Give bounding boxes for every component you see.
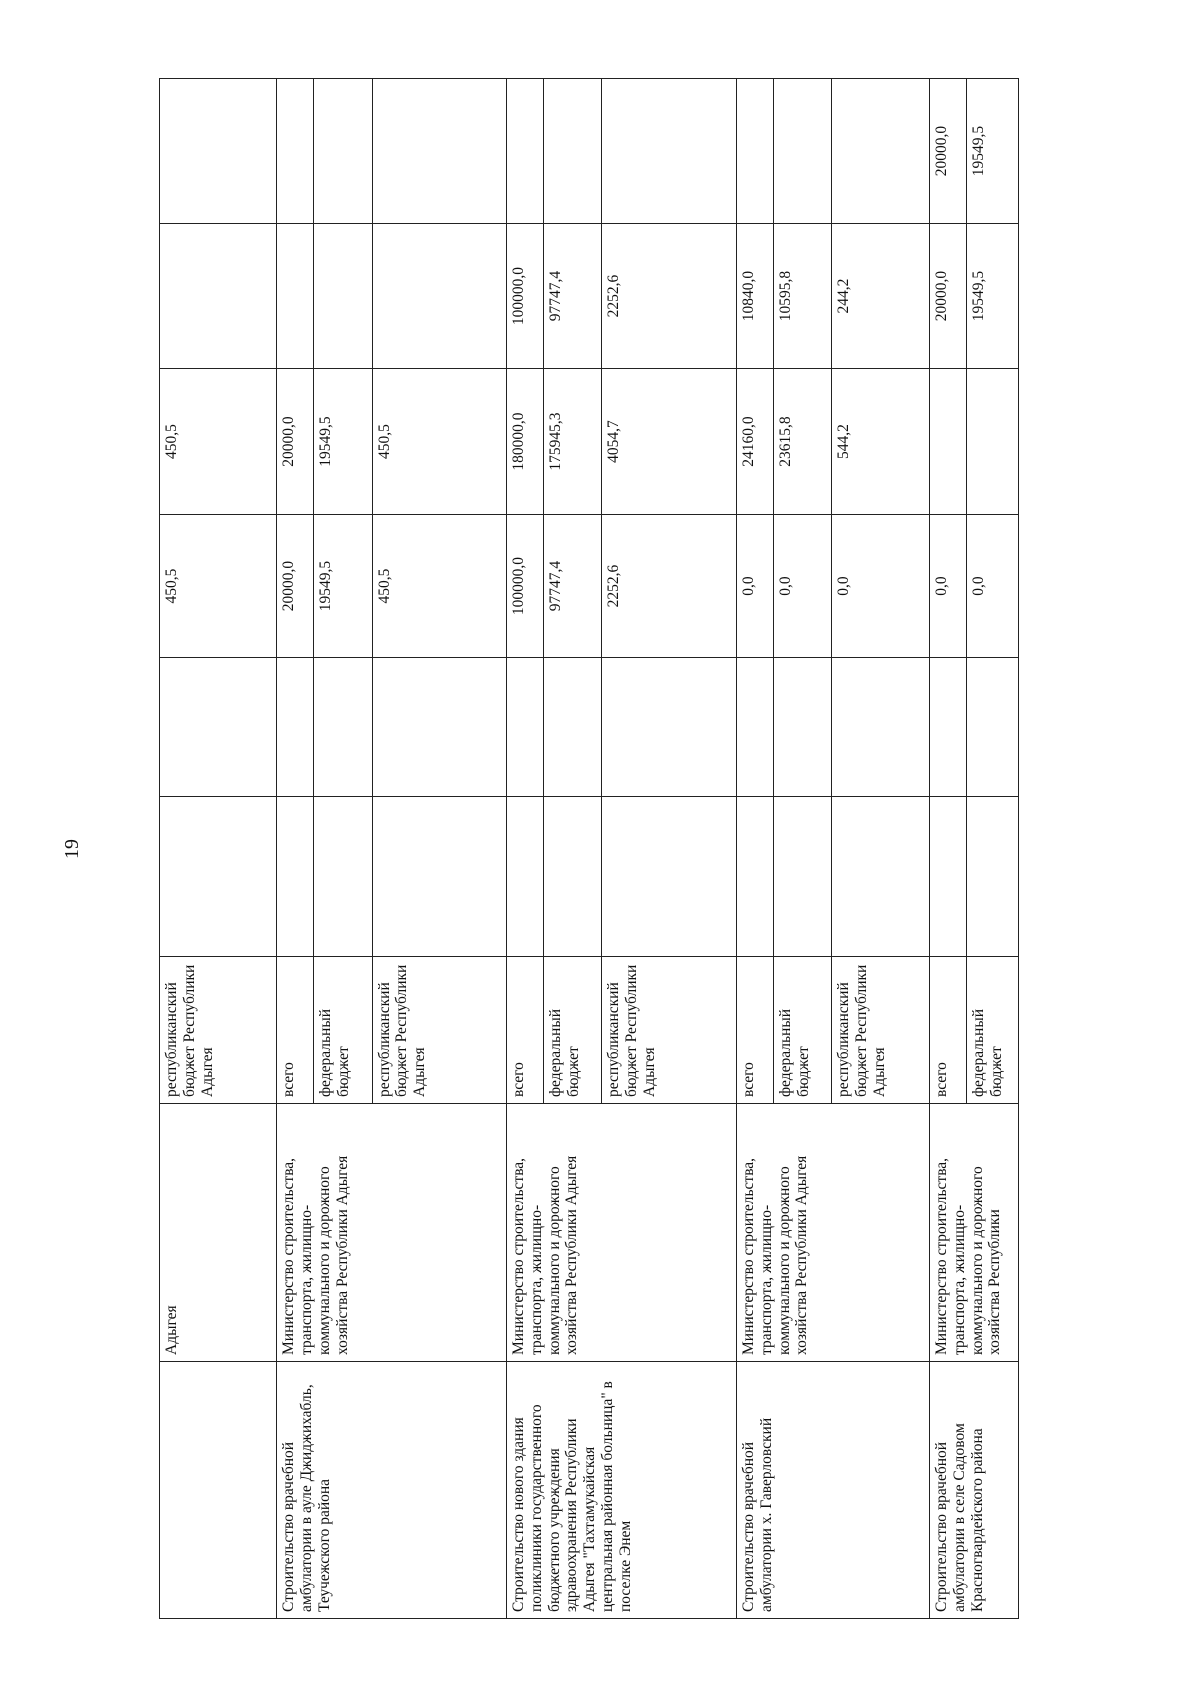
funding-source-cell: всего <box>930 957 967 1104</box>
amount-cell-c6: 2252,6 <box>602 515 736 658</box>
executor-cell: Министерство строительства, транспорта, жилищно-коммунального и дорожного хозяйства Республики <box>930 1104 1019 1362</box>
amount-cell-c6: 19549,5 <box>314 515 373 658</box>
table-row <box>277 79 314 1619</box>
funding-source-cell: всего <box>736 957 773 1104</box>
amount-cell-c9 <box>277 79 314 224</box>
amount-cell-c5 <box>314 658 373 797</box>
amount-cell-c8: 10840,0 <box>736 224 773 369</box>
amount-cell-c5 <box>773 658 832 797</box>
funding-source-cell: федеральный бюджет <box>543 957 602 1104</box>
amount-cell-c4 <box>602 797 736 957</box>
amount-cell-c5 <box>160 658 277 797</box>
amount-cell-c8: 19549,5 <box>966 224 1018 369</box>
executor-cell: Министерство строительства, транспорта, жилищно-коммунального и дорожного хозяйства Республики Адыгея <box>277 1104 507 1362</box>
amount-cell-c7 <box>966 369 1018 515</box>
amount-cell-c4 <box>507 797 544 957</box>
funding-source-cell: всего <box>507 957 544 1104</box>
amount-cell-c4 <box>543 797 602 957</box>
amount-cell-c6: 0,0 <box>966 515 1018 658</box>
amount-cell-c4 <box>277 797 314 957</box>
object-name-cell: Строительство врачебной амбулатории в ауле Джиджихабль, Теучежского района <box>277 1362 507 1619</box>
amount-cell-c9 <box>372 79 506 224</box>
table-row <box>930 79 967 1619</box>
amount-cell-c7: 23615,8 <box>773 369 832 515</box>
amount-cell-c9 <box>602 79 736 224</box>
amount-cell-c6: 20000,0 <box>277 515 314 658</box>
amount-cell-c9 <box>314 79 373 224</box>
amount-cell-c6: 0,0 <box>773 515 832 658</box>
amount-cell-c4 <box>930 797 967 957</box>
table-container <box>159 79 1019 1619</box>
amount-cell-c8 <box>314 224 373 369</box>
amount-cell-c4 <box>966 797 1018 957</box>
amount-cell-c6: 450,5 <box>160 515 277 658</box>
amount-cell-c4 <box>160 797 277 957</box>
amount-cell-c5 <box>832 658 930 797</box>
amount-cell-c8 <box>277 224 314 369</box>
table-body <box>160 79 1019 1619</box>
amount-cell-c9 <box>736 79 773 224</box>
page-number: 19 <box>61 839 83 859</box>
funding-source-cell: федеральный бюджет <box>773 957 832 1104</box>
amount-cell-c6: 0,0 <box>930 515 967 658</box>
amount-cell-c7: 20000,0 <box>277 369 314 515</box>
amount-cell-c9: 19549,5 <box>966 79 1018 224</box>
amount-cell-c7: 450,5 <box>160 369 277 515</box>
table-row <box>736 79 773 1619</box>
amount-cell-c7: 175945,3 <box>543 369 602 515</box>
amount-cell-c8: 10595,8 <box>773 224 832 369</box>
funding-source-cell: всего <box>277 957 314 1104</box>
amount-cell-c9: 20000,0 <box>930 79 967 224</box>
object-name-cell <box>160 1362 277 1619</box>
amount-cell-c5 <box>736 658 773 797</box>
funding-source-cell: республиканский бюджет Республики Адыгея <box>160 957 277 1104</box>
amount-cell-c5 <box>372 658 506 797</box>
amount-cell-c5 <box>543 658 602 797</box>
amount-cell-c7 <box>930 369 967 515</box>
amount-cell-c8: 100000,0 <box>507 224 544 369</box>
amount-cell-c4 <box>832 797 930 957</box>
object-name-cell: Строительство врачебной амбулатории х. Гаверловский <box>736 1362 929 1619</box>
amount-cell-c7: 544,2 <box>832 369 930 515</box>
amount-cell-c4 <box>372 797 506 957</box>
table-row <box>160 79 277 1619</box>
amount-cell-c9 <box>832 79 930 224</box>
amount-cell-c6: 0,0 <box>832 515 930 658</box>
amount-cell-c8 <box>160 224 277 369</box>
funding-source-cell: республиканский бюджет Республики Адыгея <box>832 957 930 1104</box>
amount-cell-c4 <box>314 797 373 957</box>
amount-cell-c8: 20000,0 <box>930 224 967 369</box>
amount-cell-c6: 0,0 <box>736 515 773 658</box>
amount-cell-c4 <box>773 797 832 957</box>
amount-cell-c8: 244,2 <box>832 224 930 369</box>
amount-cell-c9 <box>160 79 277 224</box>
amount-cell-c8: 97747,4 <box>543 224 602 369</box>
amount-cell-c7: 19549,5 <box>314 369 373 515</box>
funding-source-cell: федеральный бюджет <box>966 957 1018 1104</box>
amount-cell-c7: 4054,7 <box>602 369 736 515</box>
object-name-cell: Строительство нового здания поликлиники государственного бюджетного учреждения здравоохранения Республики Адыгея "Тахтамукайская центральная районная больница" в поселке Энем <box>507 1362 737 1619</box>
amount-cell-c7: 24160,0 <box>736 369 773 515</box>
amount-cell-c5 <box>930 658 967 797</box>
amount-cell-c6: 100000,0 <box>507 515 544 658</box>
amount-cell-c9 <box>543 79 602 224</box>
amount-cell-c5 <box>602 658 736 797</box>
amount-cell-c5 <box>277 658 314 797</box>
amount-cell-c7: 180000,0 <box>507 369 544 515</box>
amount-cell-c9 <box>507 79 544 224</box>
amount-cell-c4 <box>736 797 773 957</box>
executor-cell: Министерство строительства, транспорта, жилищно-коммунального и дорожного хозяйства Республики Адыгея <box>507 1104 737 1362</box>
funding-source-cell: республиканский бюджет Республики Адыгея <box>372 957 506 1104</box>
amount-cell-c7: 450,5 <box>372 369 506 515</box>
executor-cell: Министерство строительства, транспорта, жилищно-коммунального и дорожного хозяйства Республики Адыгея <box>736 1104 929 1362</box>
amount-cell-c6: 450,5 <box>372 515 506 658</box>
budget-table <box>159 78 1019 1619</box>
amount-cell-c8 <box>372 224 506 369</box>
amount-cell-c5 <box>507 658 544 797</box>
amount-cell-c5 <box>966 658 1018 797</box>
table-row <box>507 79 544 1619</box>
amount-cell-c9 <box>773 79 832 224</box>
amount-cell-c6: 97747,4 <box>543 515 602 658</box>
funding-source-cell: федеральный бюджет <box>314 957 373 1104</box>
object-name-cell: Строительство врачебной амбулатории в селе Садовом Красногвардейского района <box>930 1362 1019 1619</box>
executor-cell: Адыгея <box>160 1104 277 1362</box>
amount-cell-c8: 2252,6 <box>602 224 736 369</box>
funding-source-cell: республиканский бюджет Республики Адыгея <box>602 957 736 1104</box>
